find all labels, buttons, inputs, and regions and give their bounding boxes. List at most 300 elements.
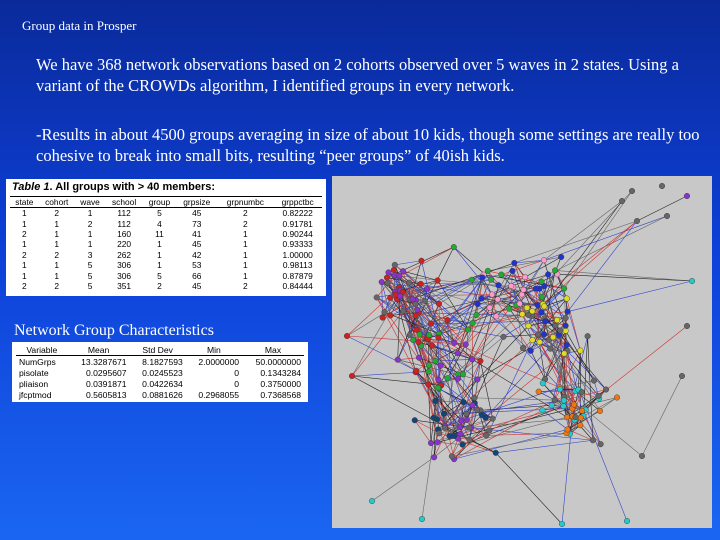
- table1-cell: 0.87879: [282, 270, 313, 281]
- network-node: [426, 363, 432, 369]
- network-node: [526, 323, 532, 329]
- table1-cell: 160: [117, 228, 132, 239]
- network-node: [344, 333, 350, 339]
- network-node: [549, 403, 555, 409]
- network-node: [429, 343, 435, 349]
- network-node: [400, 308, 406, 314]
- intro-paragraph: We have 368 network observations based on 2 cohorts observed over 5 waves in 2 states. Using a variant of the CROWDs algorithm, I identified groups in every network.: [36, 55, 679, 95]
- network-node: [537, 339, 543, 345]
- table2-header: Min: [186, 345, 242, 356]
- slide-title: Group data in Prosper: [22, 18, 137, 33]
- network-node: [449, 453, 455, 459]
- network-node: [522, 274, 528, 280]
- network-node: [483, 433, 489, 439]
- table1-cell: 41: [192, 228, 202, 239]
- network-node: [438, 363, 444, 369]
- table1-cell: 112: [117, 208, 131, 219]
- table1-row: [10, 239, 322, 249]
- table1-cell: 1: [157, 239, 162, 250]
- network-node: [664, 213, 670, 219]
- network-node: [426, 332, 432, 338]
- network-node: [512, 260, 518, 266]
- network-node: [554, 317, 560, 323]
- table2-cell: NumGrps: [19, 356, 56, 367]
- network-node: [414, 307, 420, 313]
- network-node: [474, 312, 480, 318]
- network-node: [428, 440, 434, 446]
- table2-cell: 0.0245523: [142, 367, 183, 378]
- network-node: [431, 454, 437, 460]
- table1-header: cohort: [39, 197, 75, 208]
- table2-header: Variable: [16, 345, 68, 356]
- network-node: [495, 297, 501, 303]
- table1-cell: 5: [157, 270, 162, 281]
- network-node: [410, 296, 416, 302]
- table1-caption-text: . All groups with > 40 members:: [49, 181, 216, 193]
- network-node: [524, 305, 530, 311]
- network-node: [501, 334, 507, 340]
- network-node: [407, 332, 413, 338]
- network-edge: [439, 308, 527, 389]
- network-node: [564, 296, 570, 302]
- network-node: [451, 433, 457, 439]
- network-node: [397, 293, 403, 299]
- network-node: [545, 272, 551, 278]
- network-node: [541, 331, 547, 337]
- network-node: [488, 277, 494, 283]
- table2-cell: 0.0295607: [85, 367, 127, 378]
- network-node: [435, 440, 441, 446]
- network-node: [596, 393, 602, 399]
- network-edge: [599, 326, 687, 396]
- network-node: [548, 346, 554, 352]
- network-node: [457, 424, 463, 430]
- table1-cell: 1: [22, 260, 27, 271]
- table2-cell: jfcptmod: [19, 389, 52, 400]
- table2-cell: 0.1343284: [260, 367, 301, 378]
- network-node: [418, 281, 424, 287]
- network-node: [433, 358, 439, 364]
- network-edge: [439, 277, 482, 303]
- table2-row: [16, 367, 304, 378]
- network-node: [469, 277, 475, 283]
- table1-header: grpnumbc: [217, 197, 273, 208]
- network-edge: [478, 304, 531, 351]
- table1-cell: 1: [87, 228, 93, 239]
- network-edge: [544, 201, 622, 306]
- network-edge: [542, 221, 637, 297]
- table1-cell: 262: [117, 249, 132, 260]
- table1-cell: 45: [192, 208, 202, 219]
- network-node: [552, 397, 558, 403]
- network-node: [472, 395, 478, 401]
- network-edge: [575, 420, 593, 440]
- network-node: [487, 428, 493, 434]
- network-node: [619, 198, 625, 204]
- network-node: [487, 305, 493, 311]
- network-node: [436, 301, 442, 307]
- network-node: [461, 399, 467, 405]
- network-node: [521, 287, 527, 293]
- network-node: [659, 183, 665, 189]
- network-node: [578, 348, 584, 354]
- table1-cell: 1: [22, 239, 27, 250]
- table1-cell: 1: [243, 270, 248, 281]
- network-node: [614, 395, 620, 401]
- network-node: [387, 295, 393, 301]
- table1-cell: 1: [157, 249, 162, 260]
- network-edge: [544, 216, 667, 260]
- network-node: [397, 273, 403, 279]
- table2-cell: 50.0000000: [255, 356, 301, 367]
- network-node: [436, 430, 442, 436]
- network-node: [590, 437, 596, 443]
- network-node: [395, 357, 401, 363]
- table1-cell: 2: [87, 218, 93, 229]
- results-paragraph: -Results in about 4500 groups averaging in size of about 10 kids, though some settings are really too cohesive to break into small bits, resulting “peer groups” of 40ish kids.: [36, 125, 700, 165]
- table2-row: [16, 389, 304, 400]
- network-node: [458, 418, 464, 424]
- table2-grid: [16, 345, 304, 400]
- table1-row: [10, 208, 322, 219]
- network-node: [400, 268, 406, 274]
- table1-cell: 2: [54, 208, 60, 219]
- network-node: [382, 309, 388, 315]
- table1-cell: 1: [87, 208, 93, 219]
- table1-cell: 1: [22, 208, 27, 219]
- table1-header: grpsize: [176, 197, 217, 208]
- network-node: [369, 498, 375, 504]
- network-node: [561, 398, 567, 404]
- network-node: [585, 333, 591, 339]
- table1-cell: 45: [192, 239, 202, 250]
- table1-cell: 2: [243, 218, 248, 229]
- network-node: [563, 328, 569, 334]
- network-node: [561, 351, 567, 357]
- network-node: [465, 327, 471, 333]
- network-node: [478, 358, 484, 364]
- network-edge: [474, 398, 554, 400]
- network-node: [539, 310, 545, 316]
- network-edge: [477, 342, 539, 379]
- table1-cell: 0.90244: [282, 228, 313, 239]
- table1-cell: 1.00000: [282, 249, 313, 260]
- table1-cell: 220: [117, 239, 132, 250]
- table1-cell: 1: [243, 260, 248, 271]
- network-node: [435, 385, 441, 391]
- table1-cell: 1: [22, 270, 27, 281]
- table1-cell: 306: [117, 270, 132, 281]
- network-node: [536, 389, 542, 395]
- table1-cell: 73: [192, 218, 202, 229]
- table1-cell: 1: [54, 270, 60, 281]
- network-node: [552, 268, 558, 274]
- network-node: [520, 345, 526, 351]
- network-node: [442, 425, 448, 431]
- network-node: [517, 301, 523, 307]
- table1-row: [10, 260, 322, 270]
- table1-cell: 5: [87, 270, 93, 281]
- table1-cell: 112: [117, 218, 131, 229]
- table1-cell: 0.82222: [282, 208, 313, 219]
- table2-cell: 0.0881626: [142, 389, 183, 400]
- network-node: [684, 193, 690, 199]
- table1-header: group: [143, 197, 176, 208]
- table2-cell: pliaison: [19, 378, 49, 389]
- network-node: [475, 301, 481, 307]
- table1-cell: 1: [54, 228, 60, 239]
- table1-cell: 1: [87, 239, 93, 250]
- network-node: [379, 279, 385, 285]
- table2-header: Max: [242, 345, 304, 356]
- table2-cell: pisolate: [19, 367, 49, 378]
- network-node: [493, 450, 499, 456]
- table1-cell: 1: [22, 218, 27, 229]
- network-node: [579, 389, 585, 395]
- table1-cell: 53: [192, 260, 202, 271]
- network-edge: [352, 295, 399, 376]
- table1-row: [10, 250, 322, 260]
- table1-cell: 5: [87, 280, 93, 291]
- network-edge: [542, 410, 567, 429]
- network-node: [564, 342, 570, 348]
- network-node: [539, 294, 545, 300]
- table1-cell: 66: [192, 270, 202, 281]
- network-node: [542, 318, 548, 324]
- network-node: [507, 306, 513, 312]
- network-node: [414, 327, 420, 333]
- network-edge: [496, 440, 593, 453]
- network-node: [463, 342, 469, 348]
- network-node: [452, 340, 458, 346]
- network-node: [406, 280, 412, 286]
- table1-cell: 2: [22, 228, 27, 239]
- table1-cell: 306: [117, 260, 132, 271]
- network-node: [557, 386, 563, 392]
- network-node: [541, 304, 547, 310]
- network-node: [413, 368, 419, 374]
- network-node: [485, 268, 491, 274]
- table1-cell: 2: [243, 280, 248, 291]
- network-node: [474, 407, 480, 413]
- network-node: [416, 355, 422, 361]
- table1-cell: 11: [155, 228, 164, 239]
- network-node: [624, 518, 630, 524]
- table1-cell: 1: [243, 249, 248, 260]
- network-node: [561, 286, 567, 292]
- table2-cell: 0: [234, 367, 239, 378]
- network-node: [565, 427, 571, 433]
- network-characteristics-table: [12, 342, 308, 402]
- network-node: [392, 262, 398, 268]
- table1-row: [10, 229, 322, 239]
- table2-cell: 0.5605813: [85, 389, 127, 400]
- network-node: [435, 278, 441, 284]
- network-nodes: [344, 183, 695, 527]
- table1-cell: 0.91781: [282, 218, 313, 229]
- network-edge: [395, 261, 422, 265]
- network-node: [386, 270, 392, 276]
- network-edge: [568, 281, 692, 312]
- network-edge: [439, 271, 488, 334]
- network-edge: [444, 408, 572, 413]
- network-node: [639, 453, 645, 459]
- table1-cell: 2: [22, 249, 27, 260]
- network-node: [388, 313, 394, 319]
- network-graph: [332, 176, 712, 528]
- network-edge: [384, 312, 415, 372]
- network-node: [540, 407, 546, 413]
- network-node: [550, 334, 556, 340]
- network-node: [433, 398, 439, 404]
- network-node: [479, 296, 485, 302]
- network-node: [528, 348, 534, 354]
- table1-cell: 42: [192, 249, 202, 260]
- network-edge: [398, 335, 410, 360]
- table1-cell: 5: [87, 260, 93, 271]
- network-node: [508, 283, 514, 289]
- table2-cell: 0.0391871: [85, 378, 127, 389]
- network-node: [535, 332, 541, 338]
- network-node: [460, 372, 466, 378]
- network-edge: [496, 453, 562, 524]
- network-node: [374, 295, 380, 301]
- network-node: [519, 311, 525, 317]
- network-node: [591, 378, 597, 384]
- table2-header: Mean: [68, 345, 130, 356]
- network-node: [684, 323, 690, 329]
- network-node: [466, 425, 472, 431]
- table1-cell: 5: [157, 208, 162, 219]
- network-node: [579, 408, 585, 414]
- network-node: [419, 516, 425, 522]
- network-edge: [637, 196, 687, 221]
- network-node: [436, 377, 442, 383]
- table1-cell: 2: [157, 280, 162, 291]
- network-node: [598, 441, 604, 447]
- table1-cell: 1: [243, 228, 248, 239]
- network-node: [445, 317, 451, 323]
- table1-header: school: [105, 197, 142, 208]
- table1-cell: 2: [54, 280, 60, 291]
- table1-cell: 1: [54, 260, 60, 271]
- network-edge: [542, 221, 637, 304]
- network-node: [563, 323, 569, 329]
- network-node: [561, 403, 567, 409]
- table1-cell: 2: [22, 280, 27, 291]
- network-node: [455, 350, 461, 356]
- table1-cell: 3: [87, 249, 93, 260]
- network-node: [540, 380, 546, 386]
- network-node: [563, 315, 569, 321]
- network-node: [578, 422, 584, 428]
- network-edge: [463, 417, 567, 444]
- network-edge: [642, 376, 682, 456]
- network-edge: [514, 221, 637, 263]
- network-edge: [544, 201, 622, 260]
- table1-cell: 351: [117, 280, 132, 291]
- network-node: [470, 320, 476, 326]
- table1-row: [10, 218, 322, 228]
- network-node: [553, 323, 559, 329]
- table1-cell: 0.84444: [282, 280, 313, 291]
- network-node: [410, 337, 416, 343]
- network-node: [573, 414, 579, 420]
- network-node: [530, 337, 536, 343]
- table1-grid: [10, 196, 322, 291]
- network-node: [541, 257, 547, 263]
- network-node: [458, 431, 464, 437]
- network-node: [428, 321, 434, 327]
- network-node: [499, 272, 505, 278]
- network-node: [496, 282, 502, 288]
- table1-header: state: [10, 197, 39, 208]
- network-node: [479, 412, 485, 418]
- network-node: [391, 267, 397, 273]
- table1-cell: 1: [243, 239, 248, 250]
- table1-cell: 45: [192, 280, 202, 291]
- network-node: [384, 275, 390, 281]
- network-node: [565, 309, 571, 315]
- table1-cell: 2: [243, 208, 248, 219]
- network-node: [629, 188, 635, 194]
- network-node: [533, 286, 539, 292]
- network-edge: [415, 420, 431, 443]
- network-node: [424, 286, 430, 292]
- network-node: [559, 521, 565, 527]
- table2-cell: 0.3750000: [260, 378, 301, 389]
- network-edge: [372, 457, 434, 501]
- network-edge: [352, 311, 403, 376]
- table2-row: [16, 356, 304, 368]
- network-node: [597, 408, 603, 414]
- table1-row: [10, 281, 322, 291]
- network-node: [455, 376, 461, 382]
- table1-cell: 0.93333: [282, 239, 313, 250]
- table1-caption-label: Table 1: [12, 181, 50, 193]
- network-node: [434, 416, 440, 422]
- network-node: [539, 279, 545, 285]
- network-node: [578, 415, 584, 421]
- table2-cell: 0.7368568: [260, 389, 301, 400]
- table2-cell: 2.0000000: [198, 356, 239, 367]
- network-node: [419, 258, 425, 264]
- network-node: [571, 402, 577, 408]
- network-node: [480, 275, 486, 281]
- network-edge: [557, 274, 692, 281]
- network-node: [490, 416, 496, 422]
- network-node: [416, 339, 422, 345]
- network-node: [689, 278, 695, 284]
- network-node: [380, 315, 386, 321]
- network-node: [426, 382, 432, 388]
- network-node: [603, 387, 609, 393]
- table1-row: [10, 270, 322, 280]
- table1-cell: 1: [157, 260, 162, 271]
- network-graph-canvas: [332, 176, 712, 528]
- network-edge: [482, 277, 489, 307]
- network-node: [385, 280, 391, 286]
- large-groups-table: [6, 179, 326, 296]
- table2-cell: 0.2968055: [198, 389, 239, 400]
- network-node: [464, 411, 470, 417]
- network-characteristics-label: Network Group Characteristics: [14, 322, 214, 339]
- table1-cell: 1: [54, 218, 60, 229]
- network-node: [441, 411, 447, 417]
- table2-header: Std Dev: [130, 345, 186, 356]
- network-node: [445, 375, 451, 381]
- network-node: [489, 292, 495, 298]
